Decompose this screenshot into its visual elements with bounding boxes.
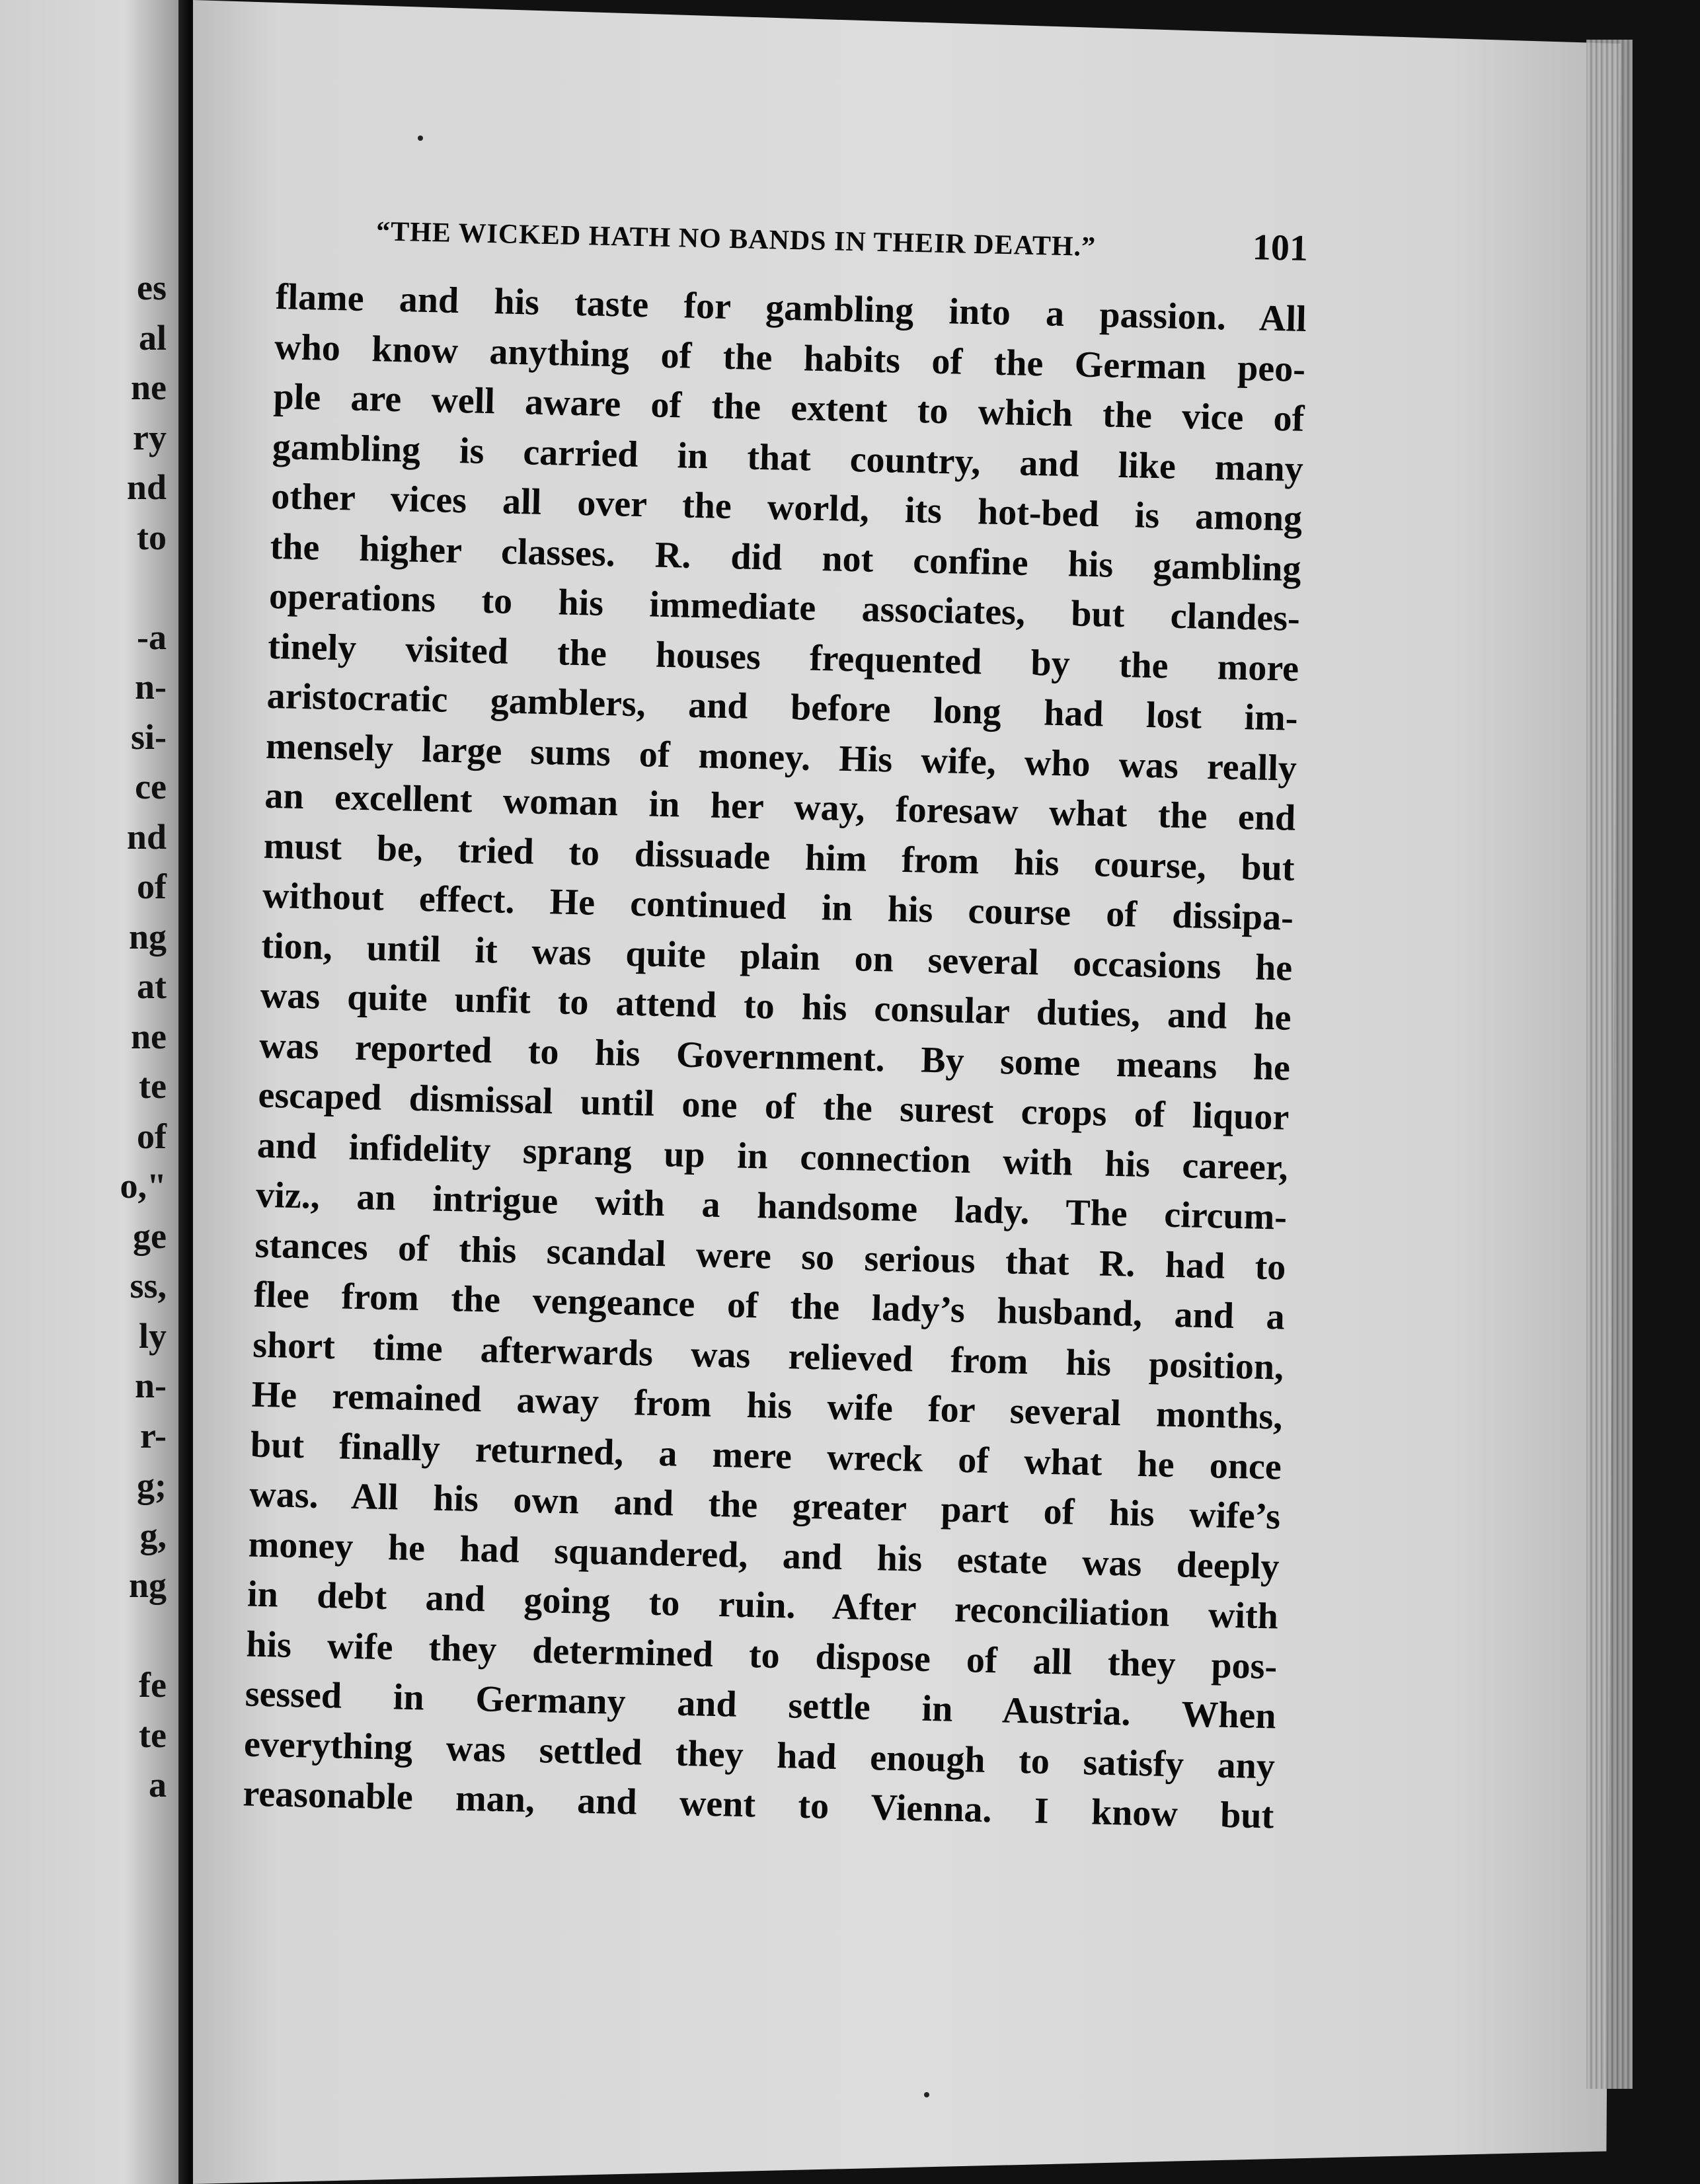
dust-speck [924,2092,929,2097]
text-line: sessed in Germany and settle in Austria. When [245,1673,1277,1737]
previous-page-edge [0,0,178,2184]
previous-page-fragment: ge [133,1216,167,1256]
page-number: 101 [1252,227,1309,270]
previous-page-fragment: ce [135,767,167,806]
running-title: “THE WICKED HATH NO BANDS IN THEIR DEATH.” [375,216,1097,263]
text-line: but finally returned, a mere wreck of what he once [250,1424,1282,1488]
previous-page-fragment: of [137,1116,167,1156]
text-line: operations to his immediate associates, but clandes- [268,575,1301,639]
body-text [243,272,1307,1842]
previous-page-fragment: nd [126,816,167,857]
text-line: and infidelity sprang up in connection with his career, [256,1124,1289,1189]
text-line: an excellent woman in her way, foresaw what the end [264,775,1296,839]
text-line: must be, tried to dissuade him from his course, but [263,825,1295,889]
text-line: money he had squandered, and his estate was deeply [248,1524,1280,1588]
text-line: flame and his taste for gambling into a passion. All [275,276,1307,340]
text-line: ple are well aware of the extent to which the vice of [272,375,1305,440]
text-line: without effect. He continued in his course of dissipa- [262,875,1294,939]
text-line: was. All his own and the greater part of his wife’s [249,1473,1281,1538]
text-line: was reported to his Government. By some means he [258,1025,1291,1089]
previous-page-fragment: al [138,317,167,358]
previous-page-fragment: to [137,517,167,557]
previous-page-fragment: r- [140,1415,167,1456]
previous-page-text-fragments [120,263,167,1811]
text-line: aristocratic gamblers, and before long had lost im- [266,675,1299,739]
previous-page-fragment: ly [138,1315,167,1356]
previous-page-fragment: of [137,867,167,906]
previous-page-fragment [120,1611,167,1661]
text-line: short time afterwards was relieved from his position, [252,1324,1284,1388]
previous-page-fragment: g; [137,1465,167,1505]
previous-page-fragment: nd [126,467,167,507]
previous-page-fragment [120,563,167,613]
previous-page-fragment: ss, [130,1266,167,1306]
text-line: in debt and going to ruin. After reconciliation with [247,1573,1279,1637]
previous-page-fragment: ne [131,368,167,407]
text-line: gambling is carried in that country, and like many [272,426,1304,490]
text-line: tion, until it was quite plain on several occasions he [260,925,1293,989]
text-line: who know anything of the habits of the German peo- [274,326,1306,390]
text-line: mensely large sums of money. His wife, who was really [265,725,1297,789]
text-line: was quite unfit to attend to his consular duties, and he [260,974,1292,1038]
previous-page-fragment: a [149,1765,167,1805]
previous-page-fragment: n- [134,667,167,707]
previous-page-fragment: o," [120,1166,167,1206]
page-stack-edge [1586,40,1633,2089]
text-line: stances of this scandal were so serious that R. had to [254,1224,1286,1288]
text-line: other vices all over the world, its hot-bed is among [270,475,1303,539]
previous-page-fragment: ng [128,916,167,956]
previous-page-fragment: ng [128,1565,167,1605]
text-line: flee from the vengeance of the lady’s husband, and a [253,1274,1286,1338]
text-line: escaped dismissal until one of the surest crops of liquor [257,1074,1290,1138]
previous-page-fragment: at [137,966,167,1006]
previous-page-fragment: es [137,268,167,307]
dust-speck [418,136,423,141]
text-line: his wife they determined to dispose of all they pos- [245,1623,1278,1688]
previous-page-fragment: -a [137,617,167,657]
page-text-block [243,205,1309,1842]
previous-page-fragment: si- [131,717,167,757]
previous-page-fragment: n- [134,1366,167,1405]
text-line: reasonable man, and went to Vienna. I know but [242,1773,1274,1837]
previous-page-fragment: te [139,1066,167,1106]
text-line: tinely visited the houses frequented by the more [267,625,1299,689]
previous-page-fragment: ry [133,417,167,457]
text-line: everything was settled they had enough to satisfy any [243,1723,1276,1787]
previous-page-fragment: ne [131,1016,167,1056]
text-line: viz., an intrigue with a handsome lady. The circum- [255,1174,1288,1238]
previous-page-fragment: g, [139,1515,167,1555]
text-line: the higher classes. R. did not confine his gambling [270,526,1302,590]
previous-page-fragment: te [139,1715,167,1755]
previous-page-fragment: fe [139,1665,167,1705]
text-line: He remained away from his wife for several months, [251,1374,1284,1438]
